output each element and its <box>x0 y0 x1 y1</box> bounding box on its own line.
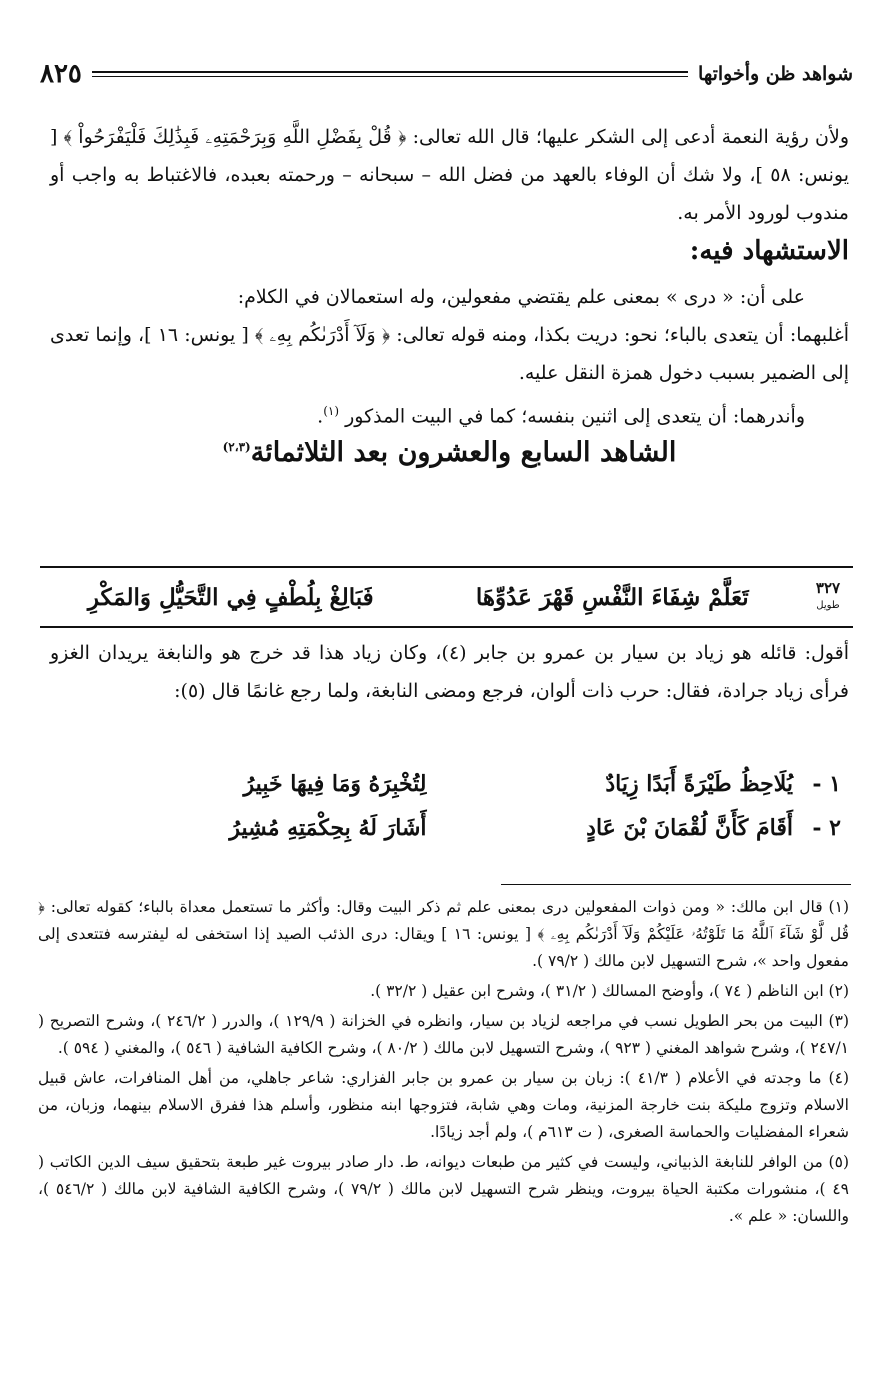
footnote-5: (٥) من الوافر للنابغة الذبياني، وليست في كثير من طبعات ديوانه، ط. دار صادر بيروت غير طبعة بتحقيق سيف الدين الكاتب ( ٤٩ )، منشورات مكتبة الحياة بيروت، وينظر شرح التسهيل لابن مالك ( ٧٩/٢ )، وشرح الكافية الشافية لابن مالك ( ٥٤٦/٢ )، واللسان: « علم ». <box>38 1153 849 1225</box>
footnote-separator <box>501 884 851 885</box>
commentary-text: أقول: قائله هو زياد بن سيار بن عمرو بن جابر (٤)، وكان زياد هذا قد خرج هو والنابغة يريدان الغزو فرأى زياد جرادة، فقال: حرب ذات ألوان، فرجع ومضى النابغة، ولما رجع غانمًا قال (٥): <box>50 642 849 702</box>
footnote-4: (٤) ما وجدته في الأعلام ( ٤١/٣ ): زبان بن سيار بن عمرو بن جابر الفزاري: شاعر جاهلي، من أهل المنافرات، عاش قبيل الاسلام وتزوج مليكة بنت خارجة المزنية، ومات وهي شابة، فتزوجها ابنه منظور، وأسلم هذا ففرق الاسلام بينهما، وزبان، من شعراء المفضليات والحماسة الصغرى، ( ت ٦١٣م )، ولم أجد زيادًا. <box>38 1069 849 1141</box>
footnote-ref-1[interactable]: (١) <box>323 404 340 418</box>
poem-hemistich-2: لِتُخْبِرَهُ وَمَا فِيهَا خَبِيرُ <box>243 771 427 797</box>
verse-number <box>803 580 853 614</box>
page-header <box>40 56 853 92</box>
verse-box <box>40 566 853 628</box>
paragraph-intro: ولأن رؤية النعمة أدعى إلى الشكر عليها؛ قال الله تعالى: ﴿ قُلْ بِفَضْلِ اللَّهِ وَبِرَحْمَتِهِۦ فَبِذَٰلِكَ فَلْيَفْرَحُواْ ﴾ [ يونس: ٥٨ ]، ولا شك أن الوفاء بالعهد من فضل الله – سبحانه – ورحمته بعبده، فالاغتباط به واجب أو مندوب لورود الأمر به. <box>50 126 849 224</box>
poem-hemistich-1: يُلَاحِظُ طَيْرَةً أَبَدًا زِيَادٌ <box>605 771 793 797</box>
second-usage-end: . <box>317 405 324 428</box>
paragraph-second-usage <box>50 392 849 435</box>
footnote-3: (٣) البيت من بحر الطويل نسب في مراجعه لزياد بن سيار، وانظره في الخزانة ( ١٢٩/٩ )، والدرر ( ٢٤٦/٢ )، وشرح التصريح ( ٢٤٧/١ )، وشرح شواهد المغني ( ٩٢٣ )، وشرح التسهيل لابن مالك ( ٨٠/٢ )، وشرح الكافية الشافية ( ٥٤٦ )، والمغني ( ٥٩٤ ). <box>38 1012 849 1057</box>
section-heading: الاستشهاد فيه: <box>689 236 849 266</box>
verse-meter-tag: طويل <box>816 600 840 611</box>
running-title: شواهد ظن وأخواتها <box>698 63 853 85</box>
footnotes <box>38 894 849 1233</box>
verse-hemistich-1: تَعَلَّمْ شِفَاءَ النَّفْسِ قَهْرَ عَدُوِّهَا <box>475 583 749 611</box>
verse-hemistich-2: فَبَالِغْ بِلُطْفٍ فِي التَّحَيُّلِ وَالمَكْرِ <box>87 583 374 611</box>
paragraph-definition: على أن: « درى » بمعنى علم يقتضي مفعولين، وله استعمالان في الكلام: <box>237 286 805 308</box>
verse-number-value: ٣٢٧ <box>815 579 841 597</box>
poem-line <box>60 762 841 806</box>
poem-line-number: ٢ - <box>812 815 841 841</box>
witness-title <box>50 437 849 468</box>
header-rule <box>92 71 688 77</box>
poem <box>60 762 841 850</box>
footnote-2: (٢) ابن الناظم ( ٧٤ )، وأوضح المسالك ( ٣١/٢ )، وشرح ابن عقيل ( ٣٢/٢ ). <box>370 982 849 1000</box>
second-usage-text: وأندرهما: أن يتعدى إلى اثنين بنفسه؛ كما في البيت المذكور <box>345 405 805 428</box>
poem-hemistich-2: أَشَارَ لَهُ بِحِكْمَتِهِ مُشِيرُ <box>229 815 427 841</box>
witness-title-text: الشاهد السابع والعشرون بعد الثلاثمائة <box>250 437 677 469</box>
poem-line <box>60 806 841 850</box>
footnote-ref-2-3[interactable]: (٢،٣) <box>222 440 251 455</box>
page-number: ٨٢٥ <box>40 59 82 89</box>
poem-line-number: ١ - <box>812 771 841 797</box>
commentary <box>50 634 849 710</box>
paragraph-first-usage: أغلبهما: أن يتعدى بالباء؛ نحو: دريت بكذا، ومنه قوله تعالى: ﴿ وَلَآ أَدْرَىٰكُم بِهِۦ ﴾ [ يونس: ١٦ ]، وإنما تعدى إلى الضمير بسبب دخول همزة النقل عليه. <box>50 324 849 384</box>
footnote-1: (١) قال ابن مالك: « ومن ذوات المفعولين درى بمعنى علم ثم ذكر البيت وقال: وأكثر ما تستعمل معداة بالباء؛ كقوله تعالى: ﴿ قُل لَّوْ شَآءَ ٱللَّهُ مَا تَلَوْتُهُۥ عَلَيْكُمْ وَلَآ أَدْرَىٰكُم بِهِۦ ﴾ [ يونس: ١٦ ] ويقال: درى الذئب الصيد إذا استخفى له ليفترسه فتتعدى إلى مفعول واحد »، شرح التسهيل لابن مالك ( ٧٩/٢ ). <box>38 898 849 970</box>
poem-hemistich-1: أَقَامَ كَأَنَّ لُقْمَانَ بْنَ عَادٍ <box>586 815 793 841</box>
main-text <box>50 118 849 478</box>
